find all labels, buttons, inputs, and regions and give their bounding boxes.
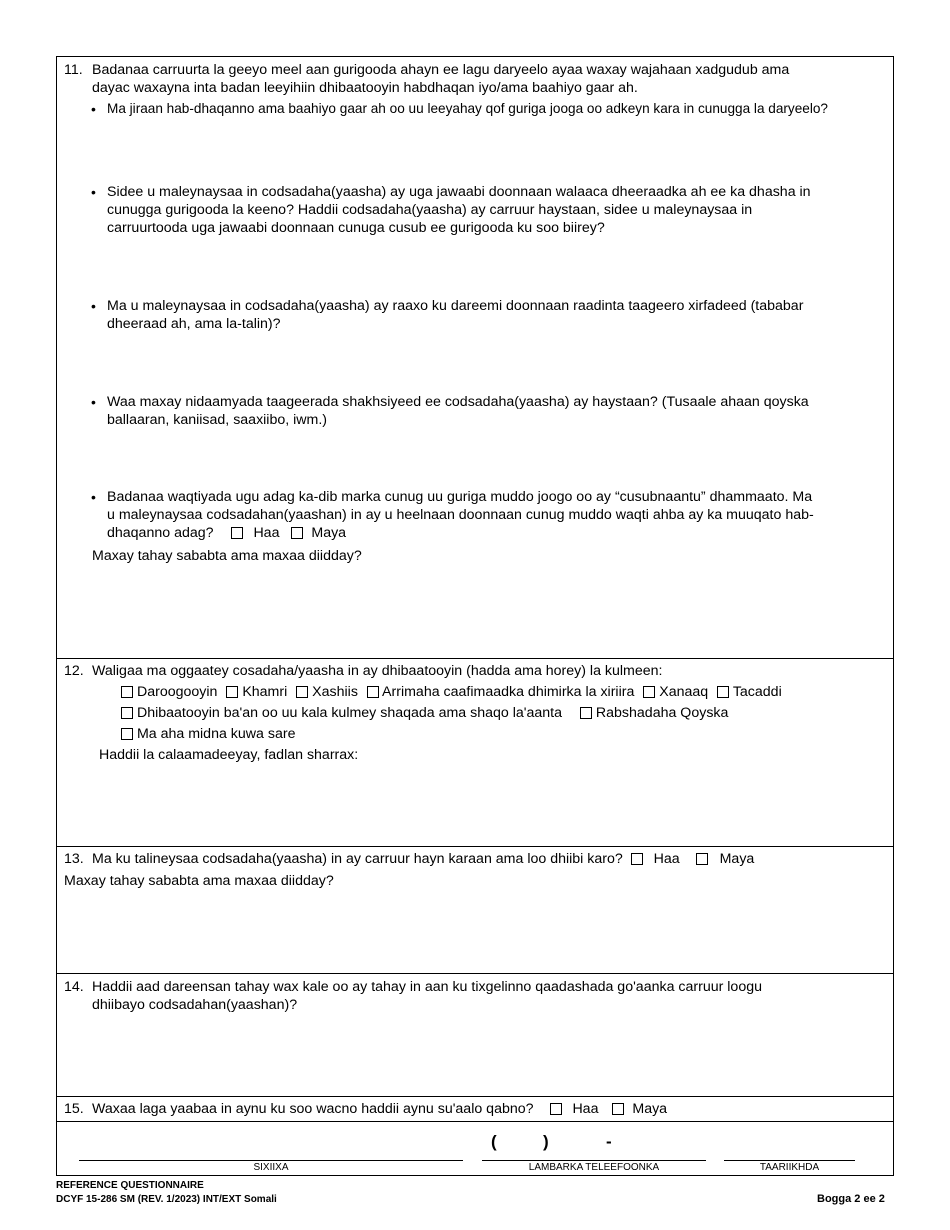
q12-explain-label: Haddii la calaamadeeyay, fadlan sharrax:	[99, 747, 359, 763]
q13-yes-checkbox[interactable]	[631, 853, 643, 865]
q12-option	[367, 684, 634, 700]
q12-option-label: Dhibaatooyin ba'an oo uu kala kulmey shaqada ama shaqo la'aanta	[136, 705, 562, 721]
q12-option	[121, 705, 562, 721]
q12-option	[643, 684, 708, 700]
form-id: DCYF 15-286 SM (REV. 1/2023) INT/EXT Somali	[56, 1194, 277, 1205]
q13-text: Ma ku talineysaa codsadaha(yaasha) in ay carruur hayn karaan ama loo dhiibi karo?	[92, 851, 623, 867]
q11-bullet5-line1: Badanaa waqtiyada ugu adag ka-dib marka cunug uu guriga muddo joogo oo ay “cusubnaantu” dhammaato. Ma	[107, 489, 813, 505]
q11-bullet2-line1: Sidee u maleynaysaa in codsadaha(yaasha) ay uga jawaabi doonnaan walaaca dheeraadka ah ee ka dhasha in	[107, 184, 811, 200]
q11-bullet5-line3-text: dhaqanno adag?	[107, 525, 214, 541]
q12-option	[121, 684, 217, 700]
q15-no-checkbox[interactable]	[612, 1103, 624, 1115]
q11-no-label: Maya	[311, 525, 347, 541]
q11-no-checkbox[interactable]	[291, 527, 303, 539]
q13-no-checkbox[interactable]	[696, 853, 708, 865]
q13-yes-label: Haa	[653, 851, 680, 867]
question-12-section	[57, 659, 893, 847]
q12-option-checkbox[interactable]	[367, 686, 379, 698]
q11-bullet4-line2: ballaaran, kaniisad, saaxiibo, iwm.)	[107, 412, 328, 428]
question-15-section	[57, 1097, 893, 1122]
phone-dash: -	[606, 1132, 612, 1151]
q11-text-line2: dayac waxayna inta badan leeyihiin dhibaatooyin habdhaqan iyo/ama baahiyo gaar ah.	[92, 80, 638, 96]
bullet-icon: •	[91, 489, 96, 505]
q13-no-label: Maya	[719, 851, 755, 867]
form-title: REFERENCE QUESTIONNAIRE	[56, 1180, 204, 1191]
q12-option-label: Khamri	[242, 684, 288, 700]
phone-line[interactable]	[482, 1160, 706, 1161]
q12-option-checkbox[interactable]	[717, 686, 729, 698]
q12-option-checkbox[interactable]	[121, 728, 133, 740]
phone-close-paren: )	[543, 1132, 549, 1151]
q11-bullet4-line1: Waa maxay nidaamyada taageerada shakhsiyeed ee codsadaha(yaasha) ay haystaan? (Tusaale ahaan qoyska	[107, 394, 809, 410]
phone-label: LAMBARKA TELEEFOONKA	[528, 1162, 660, 1173]
q14-number: 14.	[64, 979, 84, 995]
signature-line[interactable]	[79, 1160, 463, 1161]
q12-option	[226, 684, 287, 700]
page-number: Bogga 2 ee 2	[817, 1193, 885, 1205]
q14-text-line1: Haddii aad dareensan tahay wax kale oo ay tahay in aan ku tixgelinno qaadashada go'aanka carruur loogu	[92, 979, 762, 995]
question-13-section	[57, 847, 893, 974]
q11-yes-checkbox[interactable]	[231, 527, 243, 539]
q12-option-checkbox[interactable]	[121, 707, 133, 719]
q12-option-label: Xanaaq	[659, 684, 709, 700]
bullet-icon: •	[91, 298, 96, 314]
bullet-icon: •	[91, 101, 96, 117]
q14-text-line2: dhiibayo codsadahan(yaashan)?	[92, 997, 298, 1013]
questionnaire-frame	[56, 56, 894, 1176]
q13-why-label: Maxay tahay sababta ama maxaa diidday?	[64, 873, 334, 889]
q12-options-row3	[121, 725, 295, 743]
q12-option-checkbox[interactable]	[296, 686, 308, 698]
q11-why-label: Maxay tahay sababta ama maxaa diidday?	[92, 548, 362, 564]
q12-option	[121, 726, 295, 742]
q12-options-row2	[121, 704, 728, 722]
q12-option-label: Ma aha midna kuwa sare	[136, 726, 296, 742]
q12-option-label: Arrimaha caafimaadka dhimirka la xiriira	[382, 684, 635, 700]
q13-text-row	[92, 850, 754, 868]
q12-option-label: Rabshadaha Qoyska	[595, 705, 729, 721]
q11-yes-label: Haa	[253, 525, 280, 541]
q11-bullet2-line2: cunugga gurigooda la keeno? Haddii codsadaha(yaasha) ay carruur haystaan, sidee u maleynaysaa in	[107, 202, 753, 218]
q11-bullet2-line3: carruurtooda uga jawaabi doonnaan cunuga cusub ee gurigooda ku soo biirey?	[107, 220, 605, 236]
signature-section	[57, 1122, 893, 1177]
q12-option-checkbox[interactable]	[121, 686, 133, 698]
date-line[interactable]	[724, 1160, 855, 1161]
q12-options-row1	[121, 683, 782, 701]
bullet-icon: •	[91, 394, 96, 410]
q12-number: 12.	[64, 663, 84, 679]
q12-option-label: Tacaddi	[732, 684, 782, 700]
q12-option-checkbox[interactable]	[226, 686, 238, 698]
q11-bullet3-line2: dheeraad ah, ama la-talin)?	[107, 316, 281, 332]
q12-option	[296, 684, 358, 700]
q15-text-row	[92, 1100, 667, 1118]
q15-text: Waxaa laga yaabaa in aynu ku soo wacno haddii aynu su'aalo qabno?	[92, 1101, 534, 1117]
q12-option-label: Daroogooyin	[136, 684, 218, 700]
question-11-section	[57, 57, 893, 659]
q11-bullet5-line3	[107, 524, 346, 542]
q12-option	[717, 684, 782, 700]
q12-option	[580, 705, 728, 721]
question-14-section	[57, 974, 893, 1097]
q15-yes-label: Haa	[572, 1101, 599, 1117]
q11-bullet1: Ma jiraan hab-dhaqanno ama baahiyo gaar ah oo uu leeyahay qof guriga jooga oo adkeyn kara in cunugga la daryeelo?	[107, 101, 828, 116]
q13-number: 13.	[64, 851, 84, 867]
q11-number: 11.	[64, 62, 83, 78]
q11-bullet3-line1: Ma u maleynaysaa in codsadaha(yaasha) ay raaxo ku dareemi doonnaan raadinta taageero xirfadeed (tababar	[107, 298, 804, 314]
q15-yes-checkbox[interactable]	[550, 1103, 562, 1115]
q12-text: Waligaa ma oggaatey cosadaha/yaasha in ay dhibaatooyin (hadda ama horey) la kulmeen:	[92, 663, 663, 679]
q12-option-checkbox[interactable]	[580, 707, 592, 719]
q12-option-label: Xashiis	[312, 684, 358, 700]
q15-number: 15.	[64, 1101, 84, 1117]
bullet-icon: •	[91, 184, 96, 200]
q12-option-checkbox[interactable]	[643, 686, 655, 698]
date-label: TAARIIKHDA	[759, 1162, 820, 1173]
phone-open-paren: (	[491, 1132, 497, 1151]
q11-text-line1: Badanaa carruurta la geeyo meel aan gurigooda ahayn ee lagu daryeelo ayaa waxay wajahaan xadgudub ama	[92, 62, 790, 78]
signature-label: SIXIIXA	[253, 1162, 289, 1173]
q15-no-label: Maya	[632, 1101, 668, 1117]
q11-bullet5-line2: u maleynaysaa codsadahan(yaashan) in ay u heelnaan doonnaan cunug muddo waqti ahba ay ka muuqato hab-	[107, 507, 814, 523]
